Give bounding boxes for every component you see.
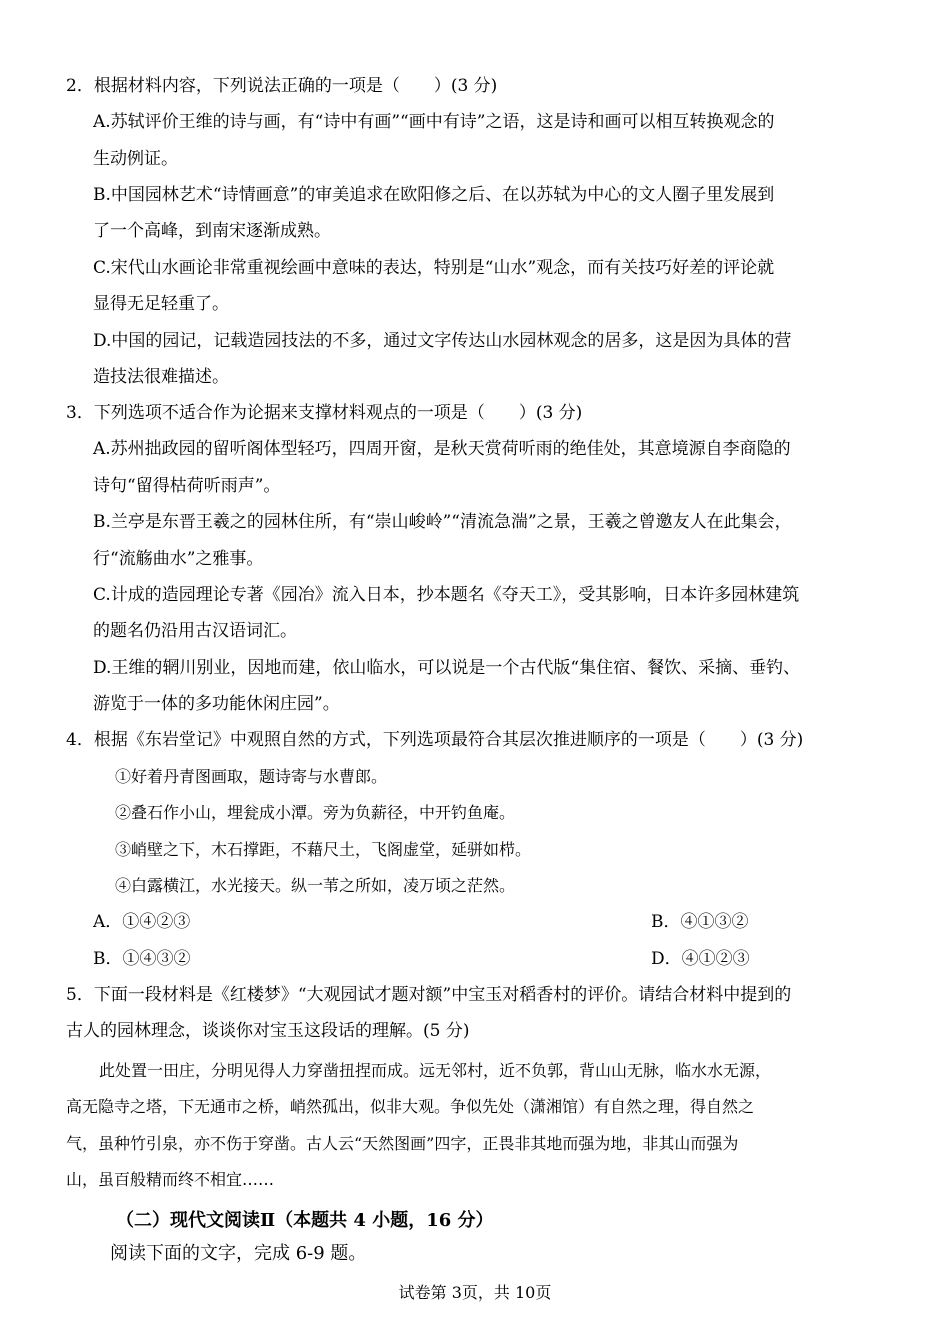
- q2-stem: 2．根据材料内容，下列说法正确的一项是（ ）(3 分): [66, 76, 498, 96]
- q4-option-a: A．①④②③: [93, 912, 191, 932]
- q2-option-b-line1: B.中国园林艺术“诗情画意”的审美追求在欧阳修之后、在以苏轼为中心的文人圈子里发展到: [93, 185, 775, 205]
- q2-option-c-line2: 显得无足轻重了。: [93, 294, 229, 314]
- q3-option-b-line1: B.兰亭是东晋王羲之的园林住所，有“崇山峻岭”“清流急湍”之景，王羲之曾邀友人在此集会，: [93, 512, 792, 532]
- q2-option-a-line2: 生动例证。: [93, 149, 178, 169]
- q4-item-2: ②叠石作小山，埋瓮成小潭。旁为负薪径，中开钓鱼庵。: [115, 803, 516, 822]
- q3-option-d-line1: D.王维的辋川别业，因地而建，依山临水，可以说是一个古代版“集住宿、餐饮、采摘、垂钓、: [93, 658, 801, 678]
- section-instruction: 阅读下面的文字，完成 6-9 题。: [110, 1243, 367, 1264]
- q5-stem-line2: 古人的园林理念，谈谈你对宝玉这段话的理解。(5 分): [66, 1021, 470, 1041]
- q2-option-c-line1: C.宋代山水画论非常重视绘画中意味的表达，特别是“山水”观念，而有关技巧好差的评论就: [93, 258, 775, 278]
- q4-option-c: B．①④③②: [93, 949, 191, 969]
- q5-quote-line3: 气，虽种竹引泉，亦不伤于穿凿。古人云“天然图画”四字，正畏非其地而强为地，非其山而强为: [66, 1134, 739, 1153]
- q5-quote-line2: 高无隐寺之塔，下无通市之桥，峭然孤出，似非大观。争似先处（潇湘馆）有自然之理，得自然之: [66, 1097, 755, 1116]
- q4-option-b: B．④①③②: [651, 912, 749, 932]
- q2-option-a-line1: A.苏轼评价王维的诗与画，有“诗中有画”“画中有诗”之语，这是诗和画可以相互转换观念的: [93, 112, 775, 132]
- q3-option-b-line2: 行“流觞曲水”之雅事。: [93, 549, 264, 569]
- q5-stem-line1: 5．下面一段材料是《红楼梦》“大观园试才题对额”中宝玉对稻香村的评价。请结合材料中提到的: [66, 985, 792, 1005]
- q3-option-d-line2: 游览于一体的多功能休闲庄园”。: [93, 694, 340, 714]
- q4-item-4: ④白露横江，水光接天。纵一苇之所如，凌万顷之茫然。: [115, 876, 516, 895]
- q3-option-a-line2: 诗句“留得枯荷听雨声”。: [93, 476, 281, 496]
- section-heading: （二）现代文阅读Ⅱ（本题共 4 小题，16 分）: [116, 1210, 494, 1231]
- q4-item-3: ③峭壁之下，木石撑距，不藉尺土，飞阁虚堂，延骈如栉。: [115, 840, 532, 859]
- q3-option-a-line1: A.苏州拙政园的留听阁体型轻巧，四周开窗，是秋天赏荷听雨的绝佳处，其意境源自李商隐的: [93, 439, 791, 459]
- q2-option-b-line2: 了一个高峰，到南宋逐渐成熟。: [93, 221, 331, 241]
- q5-quote-line1: 此处置一田庄，分明见得人力穿凿扭捏而成。远无邻村，近不负郭，背山山无脉，临水水无源，: [99, 1061, 772, 1080]
- q2-option-d-line2: 造技法很难描述。: [93, 367, 229, 387]
- q3-option-c-line1: C.计成的造园理论专著《园冶》流入日本，抄本题名《夺天工》，受其影响，日本许多园林建筑: [93, 585, 800, 605]
- q4-stem: 4．根据《东岩堂记》中观照自然的方式，下列选项最符合其层次推进顺序的一项是（ ）(3 分): [66, 730, 804, 750]
- page-footer: 试卷第 3页，共 10页: [398, 1283, 552, 1302]
- q3-stem: 3．下列选项不适合作为论据来支撑材料观点的一项是（ ）(3 分): [66, 403, 583, 423]
- q4-option-d: D．④①②③: [651, 949, 750, 969]
- q5-quote-line4: 山，虽百般精而终不相宜……: [66, 1170, 275, 1189]
- q2-option-d-line1: D.中国的园记，记载造园技法的不多，通过文字传达山水园林观念的居多，这是因为具体的营: [93, 331, 792, 351]
- q3-option-c-line2: 的题名仍沿用古汉语词汇。: [93, 621, 297, 641]
- q4-item-1: ①好着丹青图画取，题诗寄与水曹郎。: [115, 767, 388, 786]
